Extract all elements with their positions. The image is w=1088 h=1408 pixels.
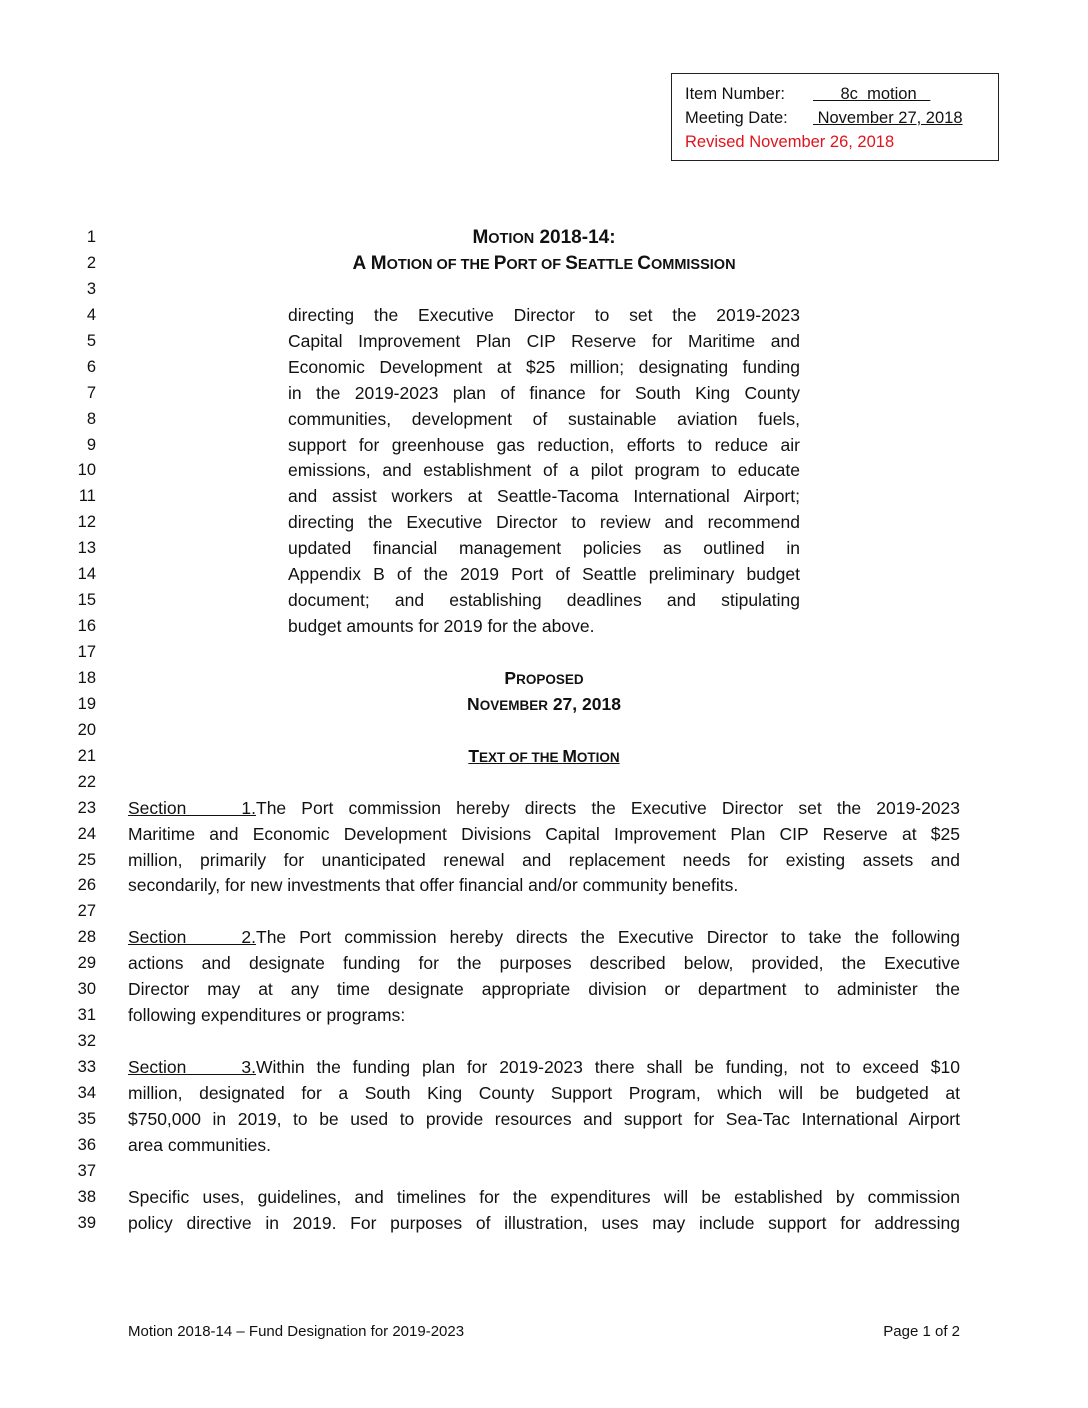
line-10 bbox=[0, 458, 1088, 484]
section-text: million, primarily for unanticipated renewal and replacement needs for existing assets and bbox=[128, 849, 960, 870]
footer-document-title: Motion 2018-14 – Fund Designation for 2019-2023 bbox=[128, 1323, 465, 1340]
section-text: The Port commission hereby directs the Executive Director set the 2019-2023 bbox=[256, 797, 960, 818]
line-number: 3 bbox=[86, 279, 96, 298]
section-text: million, designated for a South King County Support Program, which will be budgeted at bbox=[128, 1082, 960, 1103]
line-number: 20 bbox=[77, 720, 96, 739]
section-3-first-line bbox=[128, 1055, 960, 1081]
line-number: 29 bbox=[77, 954, 96, 973]
line-27 bbox=[0, 899, 1088, 925]
paragraph-text: policy directive in 2019. For purposes of illustration, uses may include support for addressing bbox=[128, 1212, 960, 1233]
line-35 bbox=[0, 1107, 1088, 1133]
date-smallcaps: OVEMBER bbox=[479, 697, 548, 713]
subtitle-part: ORT OF bbox=[506, 256, 566, 273]
line-number: 10 bbox=[77, 461, 96, 480]
abstract-line: Economic Development at $25 million; designating funding bbox=[288, 356, 800, 377]
item-info-box bbox=[671, 73, 999, 161]
line-number: 13 bbox=[77, 539, 96, 558]
abstract-line: emissions, and establishment of a pilot program to educate bbox=[288, 460, 800, 481]
line-20 bbox=[0, 718, 1088, 744]
line-number: 30 bbox=[77, 980, 96, 999]
subtitle-part: EATTLE bbox=[577, 256, 638, 273]
line-38 bbox=[0, 1185, 1088, 1211]
section-1-first-line bbox=[128, 796, 960, 822]
proposed-label bbox=[288, 666, 800, 693]
section-text: area communities. bbox=[128, 1134, 271, 1155]
line-11 bbox=[0, 484, 1088, 510]
text-of-motion-heading bbox=[288, 744, 800, 771]
motion-title bbox=[288, 225, 800, 253]
line-number: 19 bbox=[77, 694, 96, 713]
line-18 bbox=[0, 666, 1088, 692]
line-32 bbox=[0, 1029, 1088, 1055]
line-17 bbox=[0, 640, 1088, 666]
subtitle-part: M bbox=[370, 252, 387, 274]
line-number: 25 bbox=[77, 850, 96, 869]
line-12 bbox=[0, 510, 1088, 536]
line-number: 15 bbox=[77, 591, 96, 610]
section-3-label: Section 3. bbox=[128, 1057, 256, 1077]
title-initial: M bbox=[472, 227, 489, 248]
line-21 bbox=[0, 744, 1088, 770]
date-initial: N bbox=[467, 693, 480, 714]
line-number: 28 bbox=[77, 928, 96, 947]
line-number: 18 bbox=[77, 668, 96, 687]
line-22 bbox=[0, 770, 1088, 796]
abstract-line: directing the Executive Director to set the 2019-2023 bbox=[288, 304, 800, 325]
line-number: 6 bbox=[86, 357, 96, 376]
line-19 bbox=[0, 692, 1088, 718]
subtitle-part: S bbox=[565, 252, 578, 274]
title-smallcaps: OTION bbox=[488, 231, 535, 247]
abstract-line: budget amounts for 2019 for the above. bbox=[288, 616, 595, 637]
line-30 bbox=[0, 977, 1088, 1003]
meeting-date-value: November 27, 2018 bbox=[813, 109, 963, 127]
abstract-line: Appendix B of the 2019 Port of Seattle preliminary budget bbox=[288, 564, 800, 585]
section-text: secondarily, for new investments that offer financial and/or community benefits. bbox=[128, 875, 739, 896]
line-number: 22 bbox=[77, 772, 96, 791]
line-number: 36 bbox=[77, 1135, 96, 1154]
line-number: 2 bbox=[86, 253, 96, 272]
motion-subtitle bbox=[288, 251, 800, 279]
date-rest: 27, 2018 bbox=[547, 693, 621, 714]
line-33 bbox=[0, 1055, 1088, 1081]
line-number: 4 bbox=[86, 305, 96, 324]
meeting-date-row bbox=[685, 106, 998, 130]
subtitle-part: OMMISSION bbox=[650, 256, 736, 273]
line-number: 12 bbox=[77, 513, 96, 532]
line-8 bbox=[0, 407, 1088, 433]
heading-part: M bbox=[562, 745, 577, 766]
paragraph-text: Specific uses, guidelines, and timelines for the expenditures will be established by commission bbox=[128, 1186, 960, 1207]
line-23 bbox=[0, 796, 1088, 822]
line-15 bbox=[0, 588, 1088, 614]
abstract-line: directing the Executive Director to review and recommend bbox=[288, 512, 800, 533]
line-7 bbox=[0, 381, 1088, 407]
abstract-line: Capital Improvement Plan CIP Reserve for Maritime and bbox=[288, 330, 800, 351]
section-text: The Port commission hereby directs the Executive Director to take the following bbox=[256, 927, 960, 948]
line-13 bbox=[0, 536, 1088, 562]
heading-part: T bbox=[468, 745, 480, 766]
title-number: 2018-14: bbox=[534, 227, 616, 248]
line-number: 39 bbox=[77, 1213, 96, 1232]
numbered-body bbox=[0, 225, 1088, 1237]
line-37 bbox=[0, 1159, 1088, 1185]
item-number-label: Item Number: bbox=[685, 85, 785, 103]
line-number: 14 bbox=[77, 565, 96, 584]
proposed-date bbox=[288, 692, 800, 719]
line-number: 33 bbox=[77, 1058, 96, 1076]
line-number: 7 bbox=[86, 383, 96, 402]
section-2-label: Section 2. bbox=[128, 927, 256, 948]
line-6 bbox=[0, 355, 1088, 381]
line-number: 27 bbox=[77, 902, 96, 921]
line-number: 11 bbox=[78, 487, 96, 506]
section-text: actions and designate funding for the purposes described below, provided, the Executive bbox=[128, 953, 960, 974]
line-36 bbox=[0, 1133, 1088, 1159]
section-2-first-line bbox=[128, 925, 960, 951]
heading-part: OTION bbox=[576, 749, 620, 765]
line-9 bbox=[0, 433, 1088, 459]
subtitle-part: C bbox=[637, 252, 651, 274]
section-text: Director may at any time designate appropriate division or department to administer the bbox=[128, 979, 960, 1000]
line-number: 5 bbox=[86, 331, 96, 350]
section-1-label: Section 1. bbox=[128, 797, 256, 818]
line-number: 31 bbox=[77, 1006, 96, 1025]
heading-part: EXT OF THE bbox=[479, 749, 563, 765]
line-26 bbox=[0, 873, 1088, 899]
line-28 bbox=[0, 925, 1088, 951]
line-number: 34 bbox=[77, 1083, 96, 1102]
line-24 bbox=[0, 822, 1088, 848]
abstract-line: document; and establishing deadlines and stipulating bbox=[288, 590, 800, 611]
line-number: 37 bbox=[77, 1161, 96, 1180]
proposed-initial: P bbox=[504, 667, 517, 688]
line-29 bbox=[0, 951, 1088, 977]
subtitle-part: OTION OF THE bbox=[386, 256, 494, 273]
footer-page-number: Page 1 of 2 bbox=[883, 1323, 960, 1340]
line-number: 9 bbox=[86, 435, 96, 454]
abstract-line: support for greenhouse gas reduction, efforts to reduce air bbox=[288, 434, 800, 455]
line-34 bbox=[0, 1081, 1088, 1107]
section-text: following expenditures or programs: bbox=[128, 1005, 406, 1026]
line-5 bbox=[0, 329, 1088, 355]
abstract-line: and assist workers at Seattle-Tacoma International Airport; bbox=[288, 486, 800, 507]
revised-note: Revised November 26, 2018 bbox=[685, 133, 895, 151]
abstract-line: communities, development of sustainable aviation fuels, bbox=[288, 408, 800, 429]
section-text: Within the funding plan for 2019-2023 there shall be funding, not to exceed $10 bbox=[256, 1057, 960, 1077]
line-3 bbox=[0, 277, 1088, 303]
line-1 bbox=[0, 225, 1088, 251]
line-4 bbox=[0, 303, 1088, 329]
item-number-row bbox=[685, 82, 998, 106]
line-number: 26 bbox=[77, 876, 96, 895]
line-number: 35 bbox=[77, 1109, 96, 1128]
subtitle-part: P bbox=[493, 252, 507, 274]
section-text: $750,000 in 2019, to be used to provide resources and support for Sea-Tac International Airport bbox=[128, 1108, 960, 1129]
line-31 bbox=[0, 1003, 1088, 1029]
line-14 bbox=[0, 562, 1088, 588]
proposed-smallcaps: ROPOSED bbox=[516, 671, 584, 687]
abstract-line: updated financial management policies as outlined in bbox=[288, 538, 800, 559]
item-number-value: 8c motion bbox=[813, 85, 931, 103]
section-text: Maritime and Economic Development Divisions Capital Improvement Plan CIP Reserve at $25 bbox=[128, 823, 960, 844]
line-number: 1 bbox=[86, 228, 96, 246]
line-25 bbox=[0, 848, 1088, 874]
line-number: 24 bbox=[77, 824, 96, 843]
line-2 bbox=[0, 251, 1088, 277]
line-number: 21 bbox=[77, 746, 96, 765]
meeting-date-label: Meeting Date: bbox=[685, 109, 788, 127]
line-number: 8 bbox=[86, 409, 96, 428]
line-16 bbox=[0, 614, 1088, 640]
abstract-line: in the 2019-2023 plan of finance for South King County bbox=[288, 382, 800, 403]
subtitle-part: A bbox=[352, 252, 371, 274]
line-number: 32 bbox=[77, 1032, 96, 1051]
line-39 bbox=[0, 1211, 1088, 1237]
line-number: 23 bbox=[77, 798, 96, 817]
line-number: 38 bbox=[77, 1187, 96, 1206]
line-number: 16 bbox=[77, 617, 96, 636]
line-number: 17 bbox=[77, 643, 96, 661]
